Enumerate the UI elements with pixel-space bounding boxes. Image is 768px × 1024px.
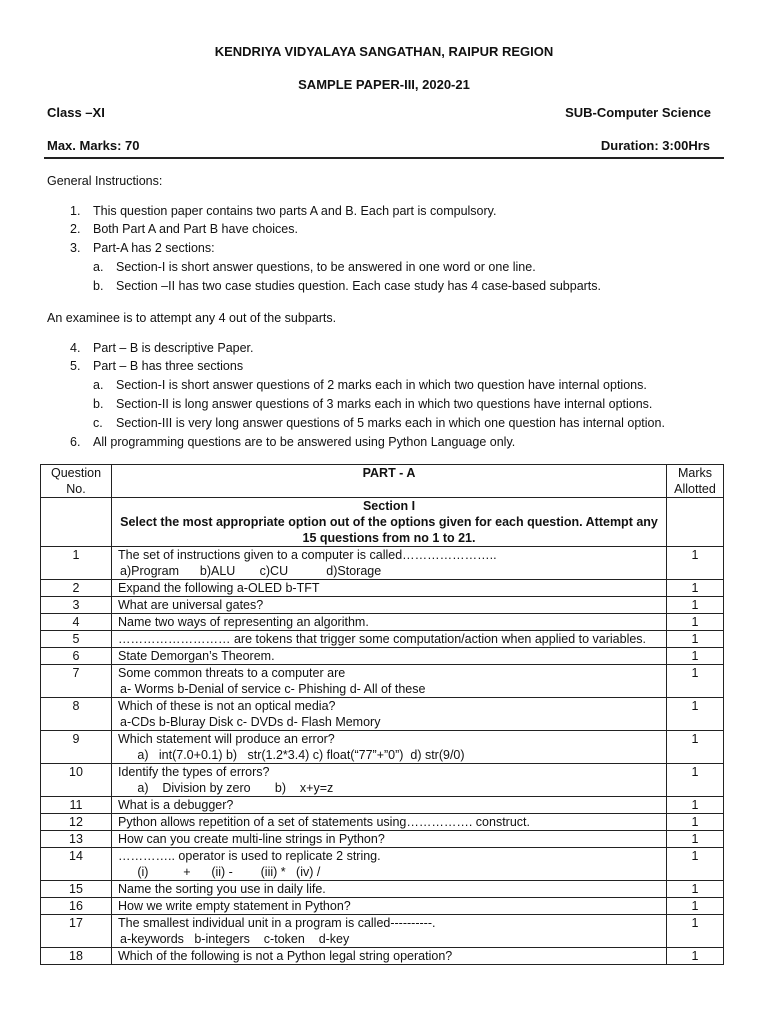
question-cell	[112, 831, 667, 848]
instructions-note: An examinee is to attempt any 4 out of the subparts.	[47, 311, 337, 325]
table-row	[41, 898, 724, 915]
question-options: a-CDs b-Bluray Disk c- DVDs d- Flash Memory	[120, 715, 381, 729]
table-row	[41, 831, 724, 848]
question-table	[40, 464, 724, 965]
table-row	[41, 547, 724, 580]
list-item: b. Section-II is long answer questions of 3 marks each in which two questions have internal options.	[93, 397, 653, 411]
marks: 1	[667, 665, 724, 698]
table-row	[41, 597, 724, 614]
list-item: c. Section-III is very long answer questions of 5 marks each in which one question has internal option.	[93, 416, 665, 430]
marks: 1	[667, 848, 724, 881]
question-cell	[112, 631, 667, 648]
table-row	[41, 948, 724, 965]
list-item: 2. Both Part A and Part B have choices.	[70, 222, 298, 236]
marks: 1	[667, 831, 724, 848]
section-title: Section I	[362, 499, 416, 513]
list-item: a. Section-I is short answer questions, to be answered in one word or one line.	[93, 260, 536, 274]
marks: 1	[667, 547, 724, 580]
question-text: The set of instructions given to a computer is called…………………..	[118, 548, 497, 562]
table-row	[41, 698, 724, 731]
list-item: 4. Part – B is descriptive Paper.	[70, 341, 254, 355]
list-item: b. Section –II has two case studies question. Each case study has 4 case-based subparts.	[93, 279, 602, 293]
question-number: 18	[41, 948, 112, 965]
marks: 1	[667, 797, 724, 814]
question-number: 16	[41, 898, 112, 915]
question-number: 3	[41, 597, 112, 614]
marks: 1	[667, 915, 724, 948]
question-text: State Demorgan’s Theorem.	[118, 649, 275, 663]
list-item: 6. All programming questions are to be answered using Python Language only.	[70, 435, 516, 449]
question-options: a) int(7.0+0.1) b) str(1.2*3.4) c) float(“77”+”0”) d) str(9/0)	[120, 748, 465, 762]
marks: 1	[667, 614, 724, 631]
col-question-no: Question No.	[41, 465, 112, 498]
header-rule	[44, 157, 724, 159]
marks: 1	[667, 731, 724, 764]
table-row	[41, 665, 724, 698]
question-cell	[112, 814, 667, 831]
question-cell	[112, 948, 667, 965]
class-label: Class –XI	[47, 105, 105, 120]
marks: 1	[667, 764, 724, 797]
question-number: 13	[41, 831, 112, 848]
section-instructions: Select the most appropriate option out of the options given for each question. Attempt any 15 questions from no 1 to 21.	[120, 515, 658, 545]
question-cell	[112, 698, 667, 731]
org-title: KENDRIYA VIDYALAYA SANGATHAN, RAIPUR REGION	[214, 44, 554, 59]
list-item: 3. Part-A has 2 sections:	[70, 241, 215, 255]
marks: 1	[667, 948, 724, 965]
question-options: a-keywords b-integers c-token d-key	[120, 932, 350, 946]
question-cell	[112, 764, 667, 797]
marks: 1	[667, 631, 724, 648]
question-number: 17	[41, 915, 112, 948]
question-number: 12	[41, 814, 112, 831]
table-row	[41, 648, 724, 665]
question-text: ……………………… are tokens that trigger some computation/action when applied to variables.	[118, 632, 647, 646]
marks: 1	[667, 898, 724, 915]
question-text: What is a debugger?	[118, 798, 234, 812]
question-text: Which of these is not an optical media?	[118, 699, 336, 713]
question-text: Python allows repetition of a set of statements using……………. construct.	[118, 815, 530, 829]
table-row	[41, 731, 724, 764]
question-text: The smallest individual unit in a program is called----------.	[118, 916, 436, 930]
question-number: 14	[41, 848, 112, 881]
instructions-title: General Instructions:	[47, 174, 163, 188]
question-text: Name two ways of representing an algorithm.	[118, 615, 369, 629]
question-number: 9	[41, 731, 112, 764]
question-cell	[112, 648, 667, 665]
marks: 1	[667, 597, 724, 614]
question-options: (i) + (ii) - (iii) * (iv) /	[120, 865, 321, 879]
table-row	[41, 797, 724, 814]
question-text: How we write empty statement in Python?	[118, 899, 351, 913]
marks: 1	[667, 814, 724, 831]
question-cell	[112, 915, 667, 948]
table-row	[41, 915, 724, 948]
question-number: 2	[41, 580, 112, 597]
marks: 1	[667, 698, 724, 731]
max-marks: Max. Marks: 70	[47, 138, 140, 153]
question-cell	[112, 665, 667, 698]
section-row	[41, 498, 724, 547]
question-options: a- Worms b-Denial of service c- Phishing d- All of these	[120, 682, 426, 696]
question-cell	[112, 881, 667, 898]
list-item: 1. This question paper contains two parts A and B. Each part is compulsory.	[70, 204, 497, 218]
question-number: 10	[41, 764, 112, 797]
table-row	[41, 848, 724, 881]
question-text: ………….. operator is used to replicate 2 string.	[118, 849, 381, 863]
question-number: 8	[41, 698, 112, 731]
question-text: Name the sorting you use in daily life.	[118, 882, 326, 896]
question-number: 5	[41, 631, 112, 648]
marks: 1	[667, 881, 724, 898]
question-number: 11	[41, 797, 112, 814]
question-cell	[112, 580, 667, 597]
table-row	[41, 881, 724, 898]
question-options: a) Division by zero b) x+y=z	[120, 781, 334, 795]
question-text: Expand the following a-OLED b-TFT	[118, 581, 320, 595]
table-row	[41, 614, 724, 631]
question-number: 15	[41, 881, 112, 898]
question-cell	[112, 848, 667, 881]
question-number: 4	[41, 614, 112, 631]
question-cell	[112, 597, 667, 614]
question-cell	[112, 898, 667, 915]
duration: Duration: 3:00Hrs	[600, 138, 710, 153]
question-text: What are universal gates?	[118, 598, 264, 612]
question-options: a)Program b)ALU c)CU d)Storage	[120, 564, 382, 578]
question-text: Some common threats to a computer are	[118, 666, 346, 680]
question-cell	[112, 547, 667, 580]
question-text: Identify the types of errors?	[118, 765, 270, 779]
col-part: PART - A	[112, 465, 667, 498]
list-item: 5. Part – B has three sections	[70, 359, 244, 373]
marks: 1	[667, 648, 724, 665]
question-text: Which statement will produce an error?	[118, 732, 335, 746]
marks: 1	[667, 580, 724, 597]
list-item: a. Section-I is short answer questions of 2 marks each in which two question have internal options.	[93, 378, 647, 392]
question-number: 1	[41, 547, 112, 580]
paper-title: SAMPLE PAPER-III, 2020-21	[298, 77, 470, 92]
table-row	[41, 764, 724, 797]
table-header-row	[41, 465, 724, 498]
question-text: Which of the following is not a Python legal string operation?	[118, 949, 453, 963]
subject-label: SUB-Computer Science	[565, 105, 711, 120]
question-cell	[112, 614, 667, 631]
col-marks: Marks Allotted	[667, 465, 724, 498]
question-number: 6	[41, 648, 112, 665]
question-cell	[112, 731, 667, 764]
question-text: How can you create multi-line strings in Python?	[118, 832, 385, 846]
table-row	[41, 814, 724, 831]
table-row	[41, 580, 724, 597]
question-number: 7	[41, 665, 112, 698]
table-row	[41, 631, 724, 648]
question-cell	[112, 797, 667, 814]
